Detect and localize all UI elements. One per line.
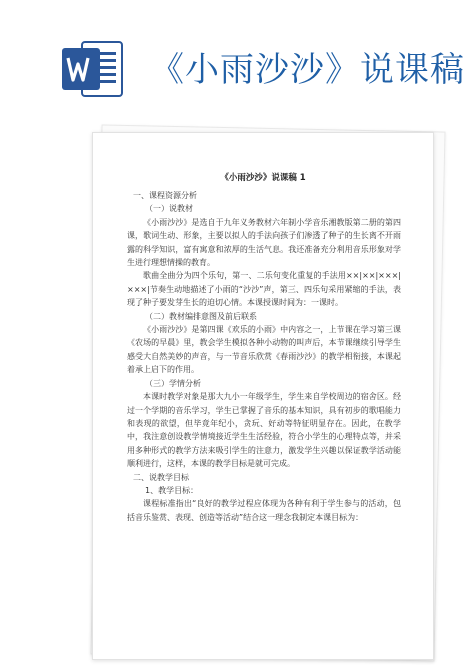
subsection-heading: （二）教材编排意图及前后联系 bbox=[145, 311, 257, 321]
document-body bbox=[93, 189, 433, 524]
subsection-heading: （一）说教材 bbox=[145, 204, 193, 214]
document-page bbox=[92, 132, 434, 660]
header-banner bbox=[0, 0, 474, 118]
subsection-heading: （三）学情分析 bbox=[145, 378, 201, 388]
paragraph: 《小雨沙沙》是第四课《欢乐的小雨》中内容之一，上节课在学习第三课《农场的早晨》里，教会学生模拟各种小动物的叫声后，本节课继续引导学生感受大自然美妙的声音，与一节音乐欣赏《春雨沙沙》的教学相衔接，本课起着承上启下的作用。 bbox=[127, 325, 401, 375]
document-title: 《小雨沙沙》说课稿 1 bbox=[220, 173, 306, 183]
subsection-heading: 1、教学目标： bbox=[145, 485, 199, 495]
section-heading: 二、说教学目标 bbox=[133, 472, 189, 482]
paragraph: 本课时教学对象是那大九小一年级学生，学生来自学校周边的宿舍区。经过一个学期的音乐学习，学生已掌握了音乐的基本知识，具有初步的歌唱能力和表现的欲望，但毕竟年纪小，贪玩、好动等特征明显存在。因此，在教学中，我注意创设教学情境接近学生生活经验，符合小学生的心理特点等，并采用多种形式的教学方法来吸引学生的注意力，激发学生兴趣以保证教学活动能顺利进行，这样，本课的教学目标是就可完成。 bbox=[127, 392, 401, 469]
paragraph: 课程标准指出“良好的教学过程应体现为各种有利于学生参与的活动，包括音乐鉴赏、表现、创造等活动”结合这一理念我制定本课目标为： bbox=[127, 499, 401, 522]
page-title: 《小雨沙沙》说课稿 bbox=[150, 50, 465, 90]
paragraph: 《小雨沙沙》是选自于九年义务教材六年制小学音乐湘教版第二册的第四课，歌词生动、形象，主要以拟人的手法向孩子们渗透了种子的生长离不开雨露的科学知识，富有寓意和浓厚的生活气息。我还准备充分利用音乐形象对学生进行理想情操的教育。 bbox=[127, 217, 401, 268]
section-heading: 一、课程资源分析 bbox=[133, 191, 197, 200]
word-icon bbox=[62, 38, 124, 100]
paragraph: 歌曲全曲分为四个乐句，第一、二乐句变化重复的手法用××|××|×××|×××|节奏生动地描述了小雨的“沙沙”声，第三、四乐句采用紧缩的手法，表现了种子要发芽生长的迫切心情。本课授课时间为：一课时。 bbox=[127, 271, 401, 308]
